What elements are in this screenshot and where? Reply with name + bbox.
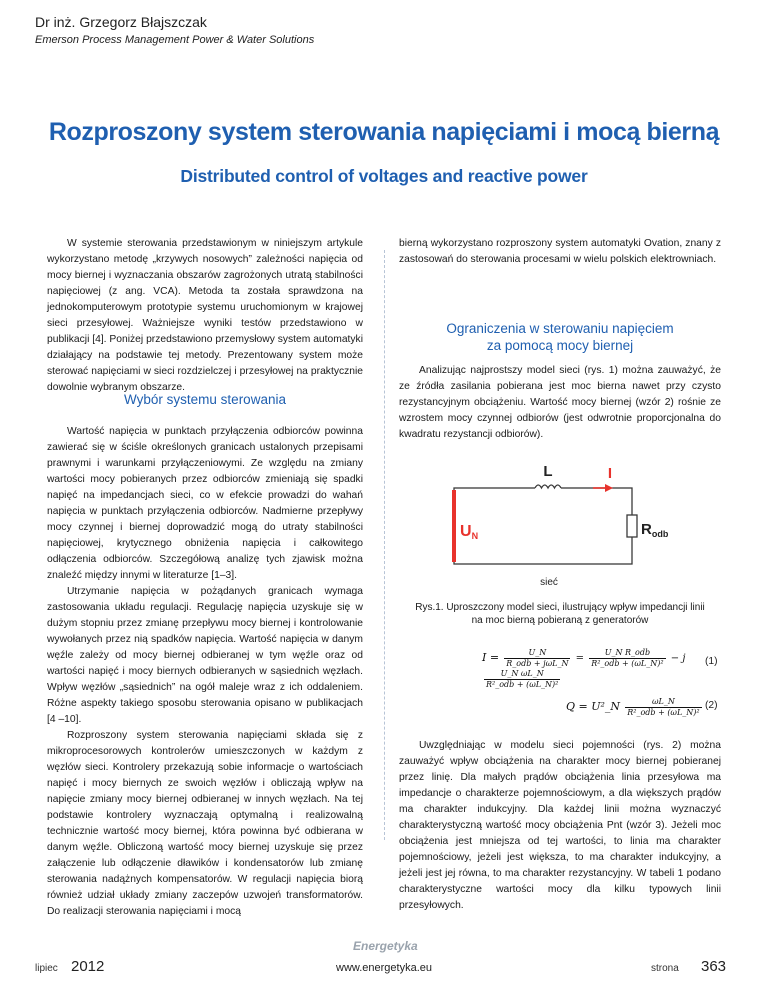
article-subtitle: Distributed control of voltages and reactive power <box>180 166 588 186</box>
circuit-loop <box>454 488 632 564</box>
eq-denominator: R²_odb + (ωL_N)² <box>486 680 559 689</box>
author-name: Dr inż. Grzegorz Błajszczak <box>35 14 207 30</box>
article-title: Rozproszony system sterowania napięciami i mocą bierną <box>48 118 720 146</box>
paragraph: Utrzymanie napięcia w pożądanych granicach wymaga zastosowania układu regulacji. Regulację napięcia uzyskuje się w dużym stopniu przez zmianę przepływu mocy biernej i kontrolowanie wywołanych przez nią spadków napięcia. Wartość napięcia w danym węźle zależy od mocy biernej odbieranej w tym węźle oraz od wartości napięć i mocy biernych odbieranych w sąsiednich węzłach. Wpływ węzłów „sąsiednich” na ogół maleje wraz z ich oddaleniem. Różne aspekty takiego sposobu sterowania opisano w publikacjach [4 –10]. <box>47 586 363 725</box>
footer-page-number: 363 <box>701 958 727 975</box>
eq-fraction <box>625 697 701 718</box>
paragraph: bierną wykorzystano rozproszony system automatyki Ovation, znany z zastosowań do sterowania procesami w wielu polskich elektrowniach. <box>399 238 721 265</box>
eq-fraction <box>589 648 665 669</box>
author-affiliation: Emerson Process Management Power & Water Solutions <box>35 34 315 46</box>
eq-numerator: ωL_N <box>625 697 701 708</box>
paragraph: Analizując najprostszy model sieci (rys. 1) można zauważyć, że ze źródła zasilania pobierana jest moc bierna nawet przy czysto rezystancyjnym obciążeniu. Wartość mocy biernej (wzór 2) rośnie ze wzrostem mocy czynnej odbiorów (jest odwrotnie proporcjonalna do kwadratu rezystancji odbiorów). <box>399 365 721 440</box>
voltage-source <box>452 490 456 562</box>
network-label: sieć <box>540 577 558 588</box>
heading-line: za pomocą mocy biernej <box>486 338 634 353</box>
footer-month: lipiec <box>35 963 58 974</box>
heading-line: Ograniczenia w sterowaniu napięciem <box>446 321 674 336</box>
eq-term: − j <box>670 653 686 664</box>
equation-number: (2) <box>705 700 718 711</box>
resistor-label: $R_{odb}$ <box>641 521 669 539</box>
abstract-text: W systemie sterowania przedstawionym w niniejszym artykule wykorzystano metodę „krzywych nosowych” zależności napięcia od mocy biernej i wyznaczania obszarów zagrożonych utratą stabilności napięciowej (z ang. VCA). Metoda ta została sprawdzona na jednokomputerowym prototypie systemu uruchomionym w krajowej sieci przesyłowej. Ważniejsze wyniki testów przedstawiono w publikacji [4]. Poniżej przedstawiono przemysłowy system automatyki działający na podstawie tej metody. Prezentowany system może sterować napięciami w sieci rozdzielczej i przesyłowej na praktycznie dowolnie wybranym obszarze. <box>47 238 363 393</box>
column-divider <box>384 250 385 840</box>
voltage-label: UN <box>460 523 479 541</box>
eq-term: = <box>575 653 585 664</box>
footer-year: 2012 <box>71 958 105 975</box>
eq-numerator: U_N ωL_N <box>484 669 560 680</box>
figure-caption <box>399 601 721 627</box>
section-heading-wybor: Wybór systemu sterowania <box>124 392 286 407</box>
equation-number: (1) <box>705 656 718 667</box>
eq-term: Q = U²_N <box>566 700 621 713</box>
section-heading-ograniczenia <box>399 320 721 354</box>
section-body-ograniczenia-cont <box>399 738 721 914</box>
eq-denominator: R²_odb + (ωL_N)² <box>627 708 700 717</box>
circuit-diagram <box>399 460 721 595</box>
eq-numerator: U_N <box>504 648 570 659</box>
inductor-icon <box>535 482 561 494</box>
eq-fraction <box>484 669 560 690</box>
section-body-wybor <box>47 424 363 920</box>
current-arrow-icon <box>593 484 613 492</box>
caption-line: na moc bierną pobieraną z generatorów <box>471 615 649 626</box>
paragraph: Uwzględniając w modelu sieci pojemności (rys. 2) można zauważyć wpływ obciążenia na charakter mocy biernej pobieranej przez linię. Dla małych prądów obciążenia linia przesyłowa ma impedancje o charakterze pojemnościowym, a dla większych prądów ma charakter indukcyjny. Dla każdej linii można wyznaczyć charakterystyczną wartość mocy obciążenia Pnt (wzór 3). Jeżeli moc obciążenia jest mniejsza od tej wartości, to linia ma charakter pojemnościowy, jeżeli jest większa, to ma charakter indukcyjny, a jeżeli jest jej równa, to ma charakter rezystancyjny. W tabeli 1 podano charakterystyczne wartości mocy dla kilku typowych linii przesyłowych. <box>399 740 721 911</box>
journal-logo: Energetyka <box>353 939 418 953</box>
current-label: I <box>607 465 613 482</box>
section-body-ograniczenia <box>399 363 721 443</box>
equation-1 <box>482 648 768 690</box>
resistor-icon <box>627 515 637 537</box>
eq-denominator: R²_odb + (ωL_N)² <box>591 659 664 668</box>
inductor-label: L <box>543 463 553 480</box>
caption-line: Rys.1. Uproszczony model sieci, ilustrujący wpływ impedancji linii <box>415 602 705 613</box>
footer-page-label: strona <box>651 963 679 974</box>
abstract <box>47 236 363 396</box>
continued-paragraph <box>399 236 721 268</box>
eq-fraction <box>504 648 570 669</box>
equation-2 <box>566 697 704 718</box>
eq-term: I = <box>482 651 500 664</box>
eq-denominator: R_odb + jωL_N <box>506 659 569 668</box>
paragraph: Wartość napięcia w punktach przyłączenia odbiorców powinna zawierać się w ściśle określonych granicach ustalonych przepisami prawnymi i warunkami przyłączeniowymi. Ze względu na zmiany wartości mocy pobieranych przez odbiorców zmieniają się spadki napięć na impedancjach sieci, co w efekcie prowadzi do wahań napięcia w punktach przyłączenia odbiorców. Nadmierne przepływy mocy czynnej i biernej doprowadzić mogą do utraty stabilności napięciowej, krytycznego obniżenia napięcia i całkowitego odłączenia odbiorców. Szczegółową analizę tych zjawisk można znaleźć między innymi w literaturze [1–3]. <box>47 426 363 581</box>
footer-url[interactable]: www.energetyka.eu <box>336 962 432 974</box>
eq-numerator: U_N R_odb <box>589 648 665 659</box>
paragraph: Rozproszony system sterowania napięciami składa się z mikroprocesorowych kontrolerów umieszczonych w każdym z węzłów sieci. Kontrolery przekazują sobie informacje o wartościach napięć i mocy biernych ze swoich węzłów i obliczają wpływ na napięcie zmiany mocy biernej odbieranej w innych węzłach. Na tej podstawie kontrolery wyznaczają optymalną i realizowalną technicznie wartość mocy biernej, która powinna być odbierana w danym węźle. Obliczoną wartość mocy biernej uzyskuje się przez załączenie lub odłączenie dławików i kondensatorów lub zmianę sterowania nadążnych kompensatorów. W regulacji napięcia biorą również udział układy zmiany zaczepów uzwojeń transformatorów. Do realizacji sterowania napięciami i mocą <box>47 730 363 917</box>
